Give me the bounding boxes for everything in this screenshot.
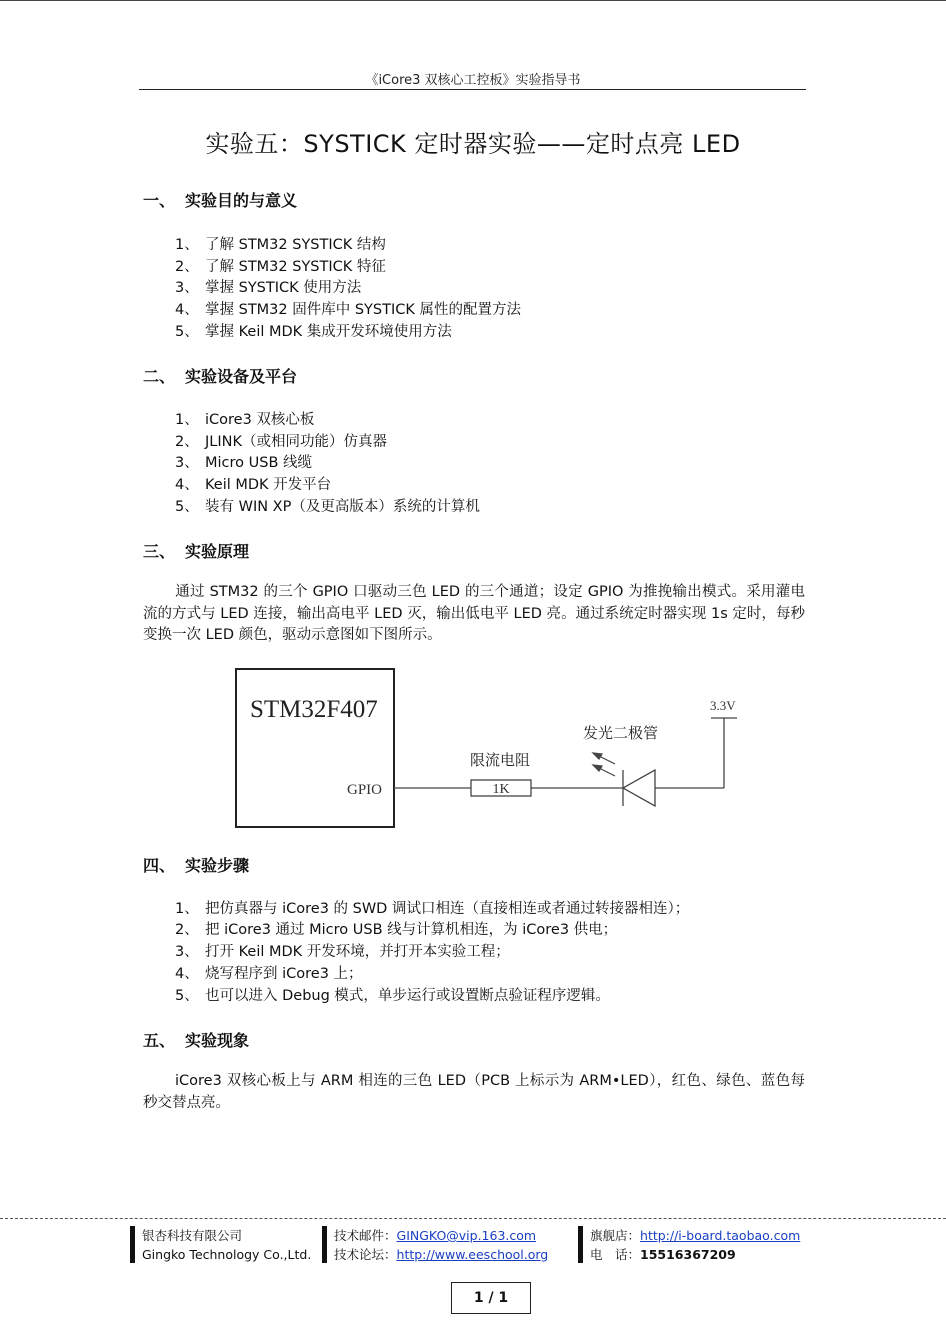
item-number: 4、 (175, 477, 199, 493)
running-header: 《iCore3 双核心工控板》实验指导书 (365, 73, 581, 88)
list-item (175, 276, 361, 297)
section-title: 实验目的与意义 (185, 191, 298, 210)
phone-label: 电 话： (590, 1247, 641, 1262)
company-name-cn: 银杏科技有限公司 (142, 1228, 243, 1243)
section-title: 实验原理 (185, 542, 250, 561)
resistor-label: 限流电阻 (470, 751, 531, 769)
list-item (175, 962, 363, 983)
mcu-chip-box (236, 669, 394, 827)
section-heading-3 (143, 539, 249, 562)
email-label: 技术邮件： (334, 1228, 397, 1243)
phenomenon-paragraph (143, 1071, 805, 1114)
section-title: 实验设备及平台 (185, 367, 298, 386)
item-number: 1、 (175, 412, 199, 428)
company-name-en: Gingko Technology Co.,Ltd. (142, 1247, 312, 1262)
list-item (175, 897, 689, 918)
section-heading-5 (143, 1028, 249, 1051)
mcu-chip-label: STM32F407 (250, 696, 378, 723)
list-item (175, 473, 331, 494)
item-text: 掌握 Keil MDK 集成开发环境使用方法 (205, 324, 452, 340)
item-number: 1、 (175, 237, 199, 253)
header-rule (139, 89, 806, 90)
item-number: 2、 (175, 922, 199, 938)
section-title: 实验现象 (185, 1031, 250, 1050)
resistor-value: 1K (492, 782, 510, 797)
list-item (175, 255, 386, 276)
item-text: 掌握 STM32 固件库中 SYSTICK 属性的配置方法 (205, 302, 521, 318)
item-number: 2、 (175, 434, 199, 450)
supply-voltage-label: 3.3V (710, 698, 736, 713)
item-text: 打开 Keil MDK 开发环境，并打开本实验工程； (205, 944, 510, 960)
shop-label: 旗舰店： (590, 1228, 641, 1243)
forum-label: 技术论坛： (334, 1247, 397, 1262)
footer-rule (0, 1218, 946, 1219)
list-item (175, 320, 452, 341)
list-item (175, 451, 312, 472)
email-link[interactable]: GINGKO@vip.163.com (396, 1228, 537, 1243)
led-label: 发光二极管 (583, 724, 659, 742)
list-item (175, 408, 314, 429)
item-number: 5、 (175, 499, 199, 515)
footer-divider-bar (130, 1226, 135, 1263)
item-number: 3、 (175, 455, 199, 471)
section-number: 五、 (143, 1031, 176, 1050)
list-item (175, 430, 387, 451)
list-item (175, 940, 510, 961)
item-text: Keil MDK 开发平台 (205, 477, 332, 493)
item-number: 2、 (175, 259, 199, 275)
led-diode-triangle (623, 770, 655, 806)
document-title: 实验五：SYSTICK 定时器实验——定时点亮 LED (205, 130, 741, 158)
list-item (175, 918, 617, 939)
item-number: 4、 (175, 966, 199, 982)
footer-company (142, 1226, 311, 1264)
principle-paragraph (143, 582, 805, 647)
footer-contact (334, 1226, 548, 1264)
gpio-pin-label: GPIO (347, 782, 383, 798)
page-number: 1 / 1 (451, 1282, 531, 1314)
item-text: Micro USB 线缆 (205, 455, 313, 471)
led-drive-circuit-diagram (225, 660, 755, 835)
paragraph-text: 通过 STM32 的三个 GPIO 口驱动三色 LED 的三个通道；设定 GPIO 为推挽输出模式。采用灌电流的方式与 LED 连接，输出高电平 LED 灭，输出低电平 LED 亮。通过系统定时器实现 1s 定时，每秒变换一次 LED 颜色，驱动示意图如下图所示。 (143, 584, 805, 643)
item-text: JLINK（或相同功能）仿真器 (205, 434, 387, 450)
light-emission-arrows-icon (593, 753, 615, 776)
item-text: 了解 STM32 SYSTICK 结构 (205, 237, 386, 253)
footer-shop (590, 1226, 800, 1264)
footer-divider-bar (578, 1226, 583, 1263)
item-number: 5、 (175, 988, 199, 1004)
section-heading-2 (143, 364, 297, 387)
item-text: 也可以进入 Debug 模式，单步运行或设置断点验证程序逻辑。 (205, 988, 610, 1004)
item-text: 把仿真器与 iCore3 的 SWD 调试口相连（直接相连或者通过转接器相连）； (205, 901, 690, 917)
phone-number: 15516367209 (640, 1247, 736, 1262)
item-text: 烧写程序到 iCore3 上； (205, 966, 363, 982)
paragraph-text: iCore3 双核心板上与 ARM 相连的三色 LED（PCB 上标示为 ARM•LED），红色、绿色、蓝色每秒交替点亮。 (143, 1073, 805, 1111)
shop-link[interactable]: http://i-board.taobao.com (640, 1228, 801, 1243)
item-number: 3、 (175, 944, 199, 960)
item-number: 5、 (175, 324, 199, 340)
item-text: iCore3 双核心板 (205, 412, 315, 428)
list-item (175, 298, 521, 319)
list-item (175, 495, 480, 516)
section-heading-1 (143, 188, 297, 211)
item-text: 掌握 SYSTICK 使用方法 (205, 280, 362, 296)
item-text: 装有 WIN XP（及更高版本）系统的计算机 (205, 499, 480, 515)
page-top-border (0, 0, 946, 1)
footer-divider-bar (322, 1226, 327, 1263)
section-number: 二、 (143, 367, 176, 386)
section-number: 三、 (143, 542, 176, 561)
item-text: 了解 STM32 SYSTICK 特征 (205, 259, 386, 275)
list-item (175, 984, 610, 1005)
item-number: 4、 (175, 302, 199, 318)
item-number: 1、 (175, 901, 199, 917)
forum-link[interactable]: http://www.eeschool.org (396, 1247, 549, 1262)
section-heading-4 (143, 853, 249, 876)
section-number: 四、 (143, 856, 176, 875)
item-text: 把 iCore3 通过 Micro USB 线与计算机相连，为 iCore3 供电； (205, 922, 618, 938)
item-number: 3、 (175, 280, 199, 296)
section-title: 实验步骤 (185, 856, 250, 875)
section-number: 一、 (143, 191, 176, 210)
list-item (175, 233, 386, 254)
